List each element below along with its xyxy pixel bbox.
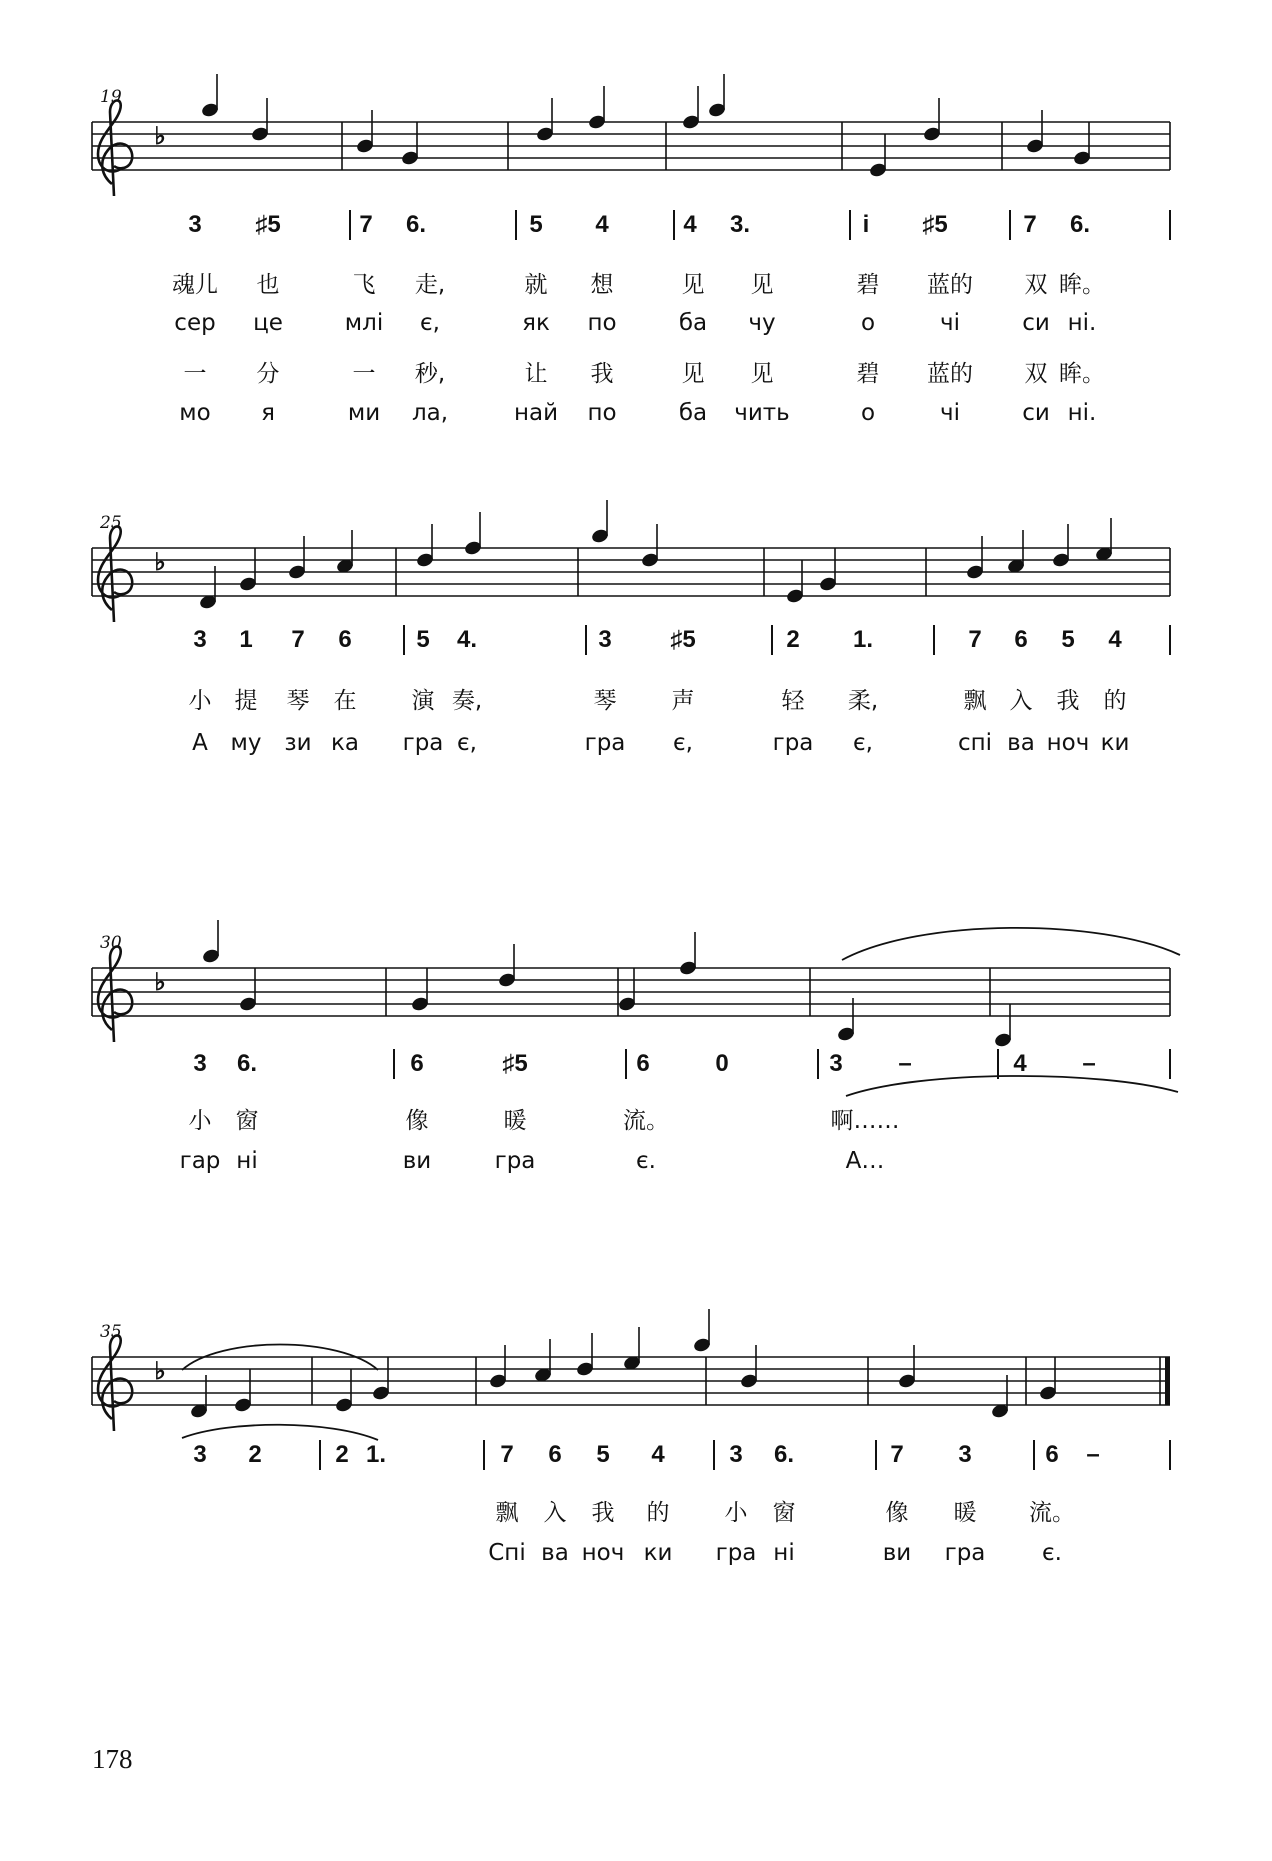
jianpu-note: 1 xyxy=(239,626,253,653)
lyric-syllable: ні xyxy=(236,1148,258,1174)
lyric-syllable: ба xyxy=(678,310,708,336)
jianpu-note: 1. xyxy=(365,1441,387,1468)
lyric-syllable: 蓝的 xyxy=(927,361,973,387)
lyric-syllable: гра xyxy=(715,1540,757,1566)
jianpu-note: 3 xyxy=(729,1441,743,1468)
lyric-syllable: 入 xyxy=(543,1500,567,1526)
slur xyxy=(182,1425,378,1440)
lyric-syllable: 轻 xyxy=(781,688,805,714)
jianpu-note: ♯5 xyxy=(922,211,948,238)
lyric-syllable: 暖 xyxy=(953,1500,977,1526)
lyric-syllable: 流。 xyxy=(1029,1500,1075,1526)
lyric-syllable: 柔, xyxy=(847,688,879,714)
jianpu-note: 3 xyxy=(598,626,612,653)
jianpu-note: i xyxy=(862,211,870,238)
jianpu-note: 7 xyxy=(291,626,305,653)
jianpu-note: 3 xyxy=(193,1050,207,1077)
lyric-syllable: 窗 xyxy=(235,1108,259,1134)
jianpu-note: – xyxy=(1082,1050,1096,1077)
lyric-syllable: ви xyxy=(882,1540,912,1566)
jianpu-note: 6 xyxy=(338,626,352,653)
lyric-syllable: 的 xyxy=(646,1500,670,1526)
jianpu-note: 4 xyxy=(651,1441,665,1468)
jianpu-note: 4 xyxy=(683,211,697,238)
key-signature-flat: ♭ xyxy=(154,1358,166,1385)
lyric-syllable: 想 xyxy=(590,272,614,298)
lyric-syllable: Спі xyxy=(488,1540,526,1566)
lyric-syllable: А… xyxy=(845,1148,885,1174)
lyric-syllable: є, xyxy=(853,730,873,756)
jianpu-note: 2 xyxy=(786,626,800,653)
lyric-syllable: є. xyxy=(636,1148,656,1174)
lyric-syllable: мо xyxy=(179,400,211,426)
lyric-syllable: му xyxy=(230,730,262,756)
lyric-syllable: 的 xyxy=(1103,688,1127,714)
lyric-syllable: А xyxy=(192,730,208,756)
lyric-syllable: ка xyxy=(331,730,359,756)
jianpu-note: 6. xyxy=(236,1050,258,1077)
jianpu-note: 7 xyxy=(1023,211,1037,238)
lyric-syllable: гар xyxy=(179,1148,221,1174)
lyric-syllable: 啊…… xyxy=(830,1108,900,1134)
lyric-syllable: є, xyxy=(457,730,477,756)
lyric-syllable: 入 xyxy=(1009,688,1033,714)
lyric-syllable: 碧 xyxy=(856,361,880,387)
lyric-syllable: 让 xyxy=(524,361,548,387)
lyric-syllable: чу xyxy=(748,310,776,336)
jianpu-note: 6. xyxy=(773,1441,795,1468)
lyric-syllable: ва xyxy=(1007,730,1035,756)
lyric-syllable: ні. xyxy=(1067,400,1097,426)
jianpu-note: 0 xyxy=(715,1050,729,1077)
jianpu-note: 6 xyxy=(636,1050,650,1077)
treble-clef xyxy=(98,946,132,1042)
lyric-syllable: 也 xyxy=(256,272,280,298)
lyric-syllable: 我 xyxy=(591,1500,615,1526)
lyric-syllable: 魂儿 xyxy=(172,272,218,298)
lyric-syllable: 窗 xyxy=(772,1500,796,1526)
lyric-syllable: гра xyxy=(494,1148,536,1174)
lyric-syllable: 奏, xyxy=(451,688,483,714)
lyric-syllable: 飞 xyxy=(352,272,376,298)
lyric-syllable: 见 xyxy=(750,272,774,298)
lyric-syllable: 在 xyxy=(333,688,357,714)
slur xyxy=(846,1076,1178,1096)
lyric-syllable: ви xyxy=(402,1148,432,1174)
lyric-syllable: 见 xyxy=(681,272,705,298)
lyric-syllable: 秒, xyxy=(414,361,446,387)
lyric-syllable: по xyxy=(587,400,617,426)
treble-clef xyxy=(98,1335,132,1431)
jianpu-note: 5 xyxy=(596,1441,610,1468)
jianpu-note: 6 xyxy=(1045,1441,1059,1468)
jianpu-note: 3 xyxy=(829,1050,843,1077)
jianpu-note: 7 xyxy=(968,626,982,653)
jianpu-note: ♯5 xyxy=(502,1050,528,1077)
lyric-syllable: си xyxy=(1022,310,1050,336)
lyric-syllable: 见 xyxy=(750,361,774,387)
measure-number: 25 xyxy=(100,513,122,533)
lyric-syllable: 蓝的 xyxy=(927,272,973,298)
page-number: 178 xyxy=(92,1744,133,1774)
measure-number: 30 xyxy=(100,933,122,953)
lyric-syllable: ба xyxy=(678,400,708,426)
lyric-syllable: 飘 xyxy=(495,1500,519,1526)
lyric-syllable: о xyxy=(860,400,876,426)
lyric-syllable: 双 xyxy=(1024,361,1048,387)
lyric-syllable: най xyxy=(513,400,559,426)
key-signature-flat: ♭ xyxy=(154,549,166,576)
lyric-syllable: ноч xyxy=(581,1540,625,1566)
jianpu-note: 4 xyxy=(1108,626,1122,653)
lyric-syllable: є, xyxy=(420,310,440,336)
lyric-syllable: я xyxy=(261,400,275,426)
measure-number: 35 xyxy=(100,1322,122,1342)
lyric-syllable: ва xyxy=(541,1540,569,1566)
lyric-syllable: 提 xyxy=(234,688,258,714)
lyric-syllable: си xyxy=(1022,400,1050,426)
lyric-syllable: чі xyxy=(940,310,960,336)
jianpu-note: 1. xyxy=(852,626,874,653)
lyric-syllable: гра xyxy=(772,730,814,756)
jianpu-note: 3. xyxy=(729,211,751,238)
jianpu-note: 7 xyxy=(500,1441,514,1468)
lyric-syllable: сер xyxy=(174,310,216,336)
jianpu-note: – xyxy=(898,1050,912,1077)
slur xyxy=(842,928,1180,960)
lyric-syllable: 演 xyxy=(411,688,435,714)
lyric-syllable: чі xyxy=(940,400,960,426)
lyric-syllable: 飘 xyxy=(963,688,987,714)
staff-system-2 xyxy=(92,548,1170,655)
lyric-syllable: 声 xyxy=(671,688,695,714)
lyric-syllable: 双 xyxy=(1024,272,1048,298)
lyric-syllable: ла, xyxy=(411,400,449,426)
lyric-syllable: гра xyxy=(584,730,626,756)
jianpu-note: ♯5 xyxy=(670,626,696,653)
lyric-syllable: 像 xyxy=(885,1500,909,1526)
lyric-syllable: 我 xyxy=(1056,688,1080,714)
lyric-syllable: ки xyxy=(1100,730,1130,756)
jianpu-note: 3 xyxy=(958,1441,972,1468)
lyric-syllable: ні xyxy=(773,1540,795,1566)
lyric-syllable: 小 xyxy=(724,1500,748,1526)
jianpu-note: 3 xyxy=(193,1441,207,1468)
lyric-syllable: 我 xyxy=(590,361,614,387)
jianpu-note: 3 xyxy=(193,626,207,653)
jianpu-note: – xyxy=(1086,1441,1100,1468)
jianpu-note: 4. xyxy=(456,626,478,653)
lyric-syllable: о xyxy=(860,310,876,336)
lyric-syllable: ні. xyxy=(1067,310,1097,336)
lyric-syllable: 走, xyxy=(414,272,446,298)
lyric-syllable: 分 xyxy=(256,361,280,387)
treble-clef xyxy=(98,100,132,196)
lyric-syllable: 一 xyxy=(183,361,207,387)
lyric-syllable: 小 xyxy=(188,688,212,714)
lyric-syllable: ноч xyxy=(1046,730,1090,756)
lyric-syllable: спі xyxy=(957,730,993,756)
lyric-syllable: млі xyxy=(344,310,384,336)
staff-system-1 xyxy=(92,122,1170,240)
lyric-syllable: гра xyxy=(402,730,444,756)
jianpu-note: 7 xyxy=(359,211,373,238)
lyric-syllable: ки xyxy=(643,1540,673,1566)
lyric-syllable: ми xyxy=(347,400,381,426)
key-signature-flat: ♭ xyxy=(154,969,166,996)
lyric-syllable: 琴 xyxy=(593,688,617,714)
jianpu-note: 4 xyxy=(595,211,609,238)
lyric-syllable: це xyxy=(253,310,283,336)
jianpu-note: 5 xyxy=(1061,626,1075,653)
key-signature-flat: ♭ xyxy=(154,123,166,150)
lyric-syllable: гра xyxy=(944,1540,986,1566)
lyric-syllable: 就 xyxy=(524,272,548,298)
final-barline-thick xyxy=(1165,1357,1170,1405)
jianpu-note: 5 xyxy=(529,211,543,238)
lyric-syllable: 眸。 xyxy=(1059,272,1105,298)
lyric-syllable: чить xyxy=(734,400,790,426)
jianpu-note: 6. xyxy=(405,211,427,238)
jianpu-note: 6 xyxy=(410,1050,424,1077)
lyric-syllable: є, xyxy=(673,730,693,756)
lyric-syllable: 小 xyxy=(188,1108,212,1134)
lyric-syllable: 眸。 xyxy=(1059,361,1105,387)
treble-clef xyxy=(98,526,132,622)
lyric-syllable: є. xyxy=(1042,1540,1062,1566)
jianpu-note: ♯5 xyxy=(255,211,281,238)
jianpu-note: 6 xyxy=(1014,626,1028,653)
lyric-syllable: по xyxy=(587,310,617,336)
jianpu-note: 2 xyxy=(335,1441,349,1468)
jianpu-note: 7 xyxy=(890,1441,904,1468)
lyric-syllable: 暖 xyxy=(503,1108,527,1134)
lyric-syllable: 见 xyxy=(681,361,705,387)
lyric-syllable: зи xyxy=(284,730,312,756)
lyric-syllable: 碧 xyxy=(856,272,880,298)
lyric-syllable: 像 xyxy=(405,1108,429,1134)
measure-number: 19 xyxy=(100,87,122,107)
jianpu-note: 3 xyxy=(188,211,202,238)
lyric-syllable: як xyxy=(522,310,550,336)
jianpu-note: 2 xyxy=(248,1441,262,1468)
jianpu-note: 4 xyxy=(1013,1050,1027,1077)
jianpu-note: 6 xyxy=(548,1441,562,1468)
jianpu-note: 6. xyxy=(1069,211,1091,238)
lyric-syllable: 流。 xyxy=(623,1108,669,1134)
jianpu-note: 5 xyxy=(416,626,430,653)
lyric-syllable: 一 xyxy=(352,361,376,387)
lyric-syllable: 琴 xyxy=(286,688,310,714)
